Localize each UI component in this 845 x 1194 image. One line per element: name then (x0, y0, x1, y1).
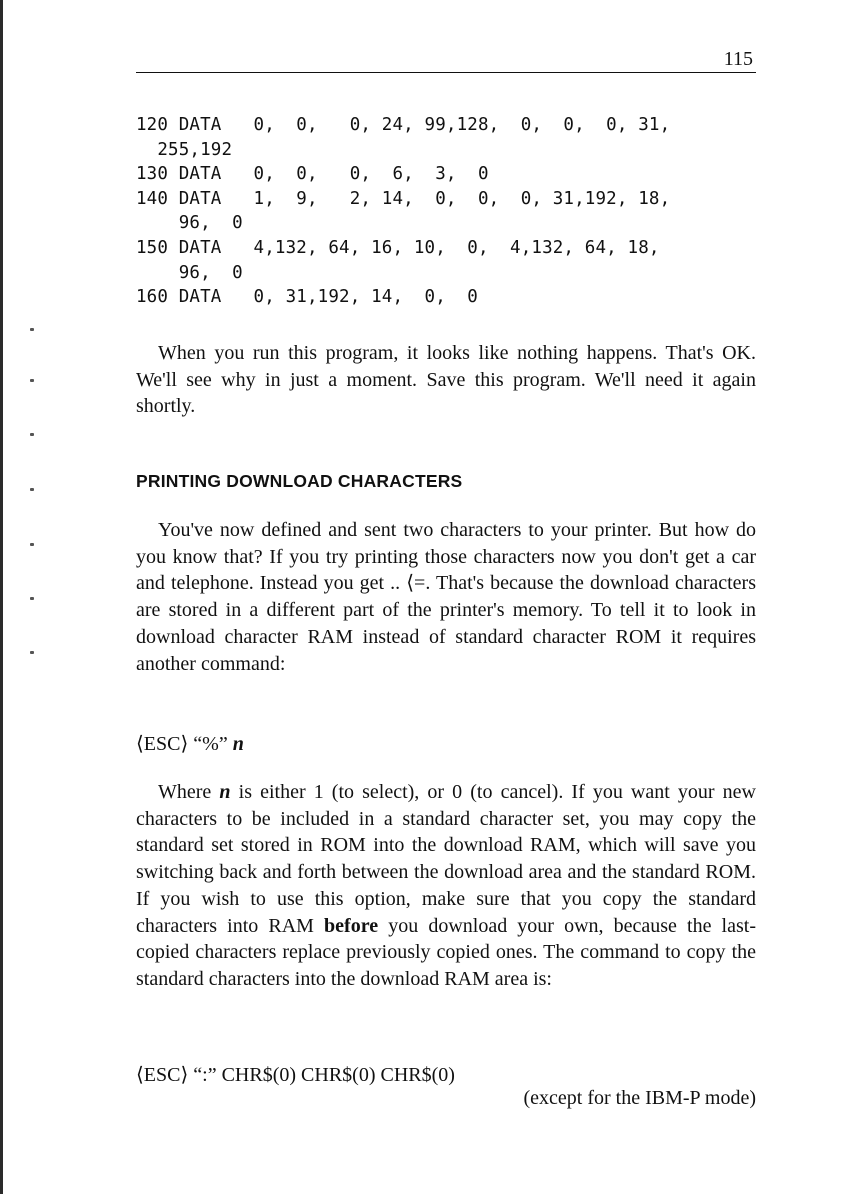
paragraph-copy-standard (136, 779, 756, 993)
paragraph-download-memory-text: You've now defined and sent two characters to your printer. But how do you know that? If you try printing those characters now you don't get a car and telephone. Instead you get .. ⟨=. That's because the download characters are stored in a different part of the printer's memory. To tell it to look in download character RAM instead of standard character ROM it requires another command: (136, 519, 756, 675)
command-copy-rom: ⟨ESC⟩ “:” CHR$(0) CHR$(0) CHR$(0) (136, 1064, 455, 1086)
command-select-download (136, 731, 244, 756)
paragraph-run-program-text: When you run this program, it looks like nothing happens. That's OK. We'll see why in just a moment. Save this program. We'll need it again shortly. (136, 342, 756, 418)
paragraph-copy-part1: Where (158, 781, 220, 803)
paragraph-copy-part2: is either 1 (to select), or 0 (to cancel). If you want your new characters to be included in a standard character set, you may copy the standard set stored in ROM into the download RAM, which will save you switching back and forth between the download area and the standard ROM. If you wish to use this option, make sure that you copy the standard characters into RAM (136, 781, 756, 937)
scan-speck (30, 651, 34, 654)
listing-line: 120 DATA 0, 0, 0, 24, 99,128, 0, 0, 0, 31, (136, 115, 671, 135)
listing-line: 130 DATA 0, 0, 0, 6, 3, 0 (136, 164, 489, 185)
paragraph-copy-variable: n (219, 781, 231, 803)
listing-line: 140 DATA 1, 9, 2, 14, 0, 0, 0, 31,192, 18, (136, 188, 671, 209)
scan-speck (30, 433, 34, 436)
page-binding-edge (0, 0, 3, 1194)
listing-line: 96, 0 (136, 213, 243, 234)
paragraph-copy-emphasis: before (324, 914, 379, 937)
scan-speck (30, 488, 34, 491)
paragraph-download-memory (136, 517, 756, 677)
basic-listing (136, 113, 670, 310)
scan-speck (30, 543, 34, 546)
paragraph-run-program (136, 340, 756, 420)
section-heading: PRINTING DOWNLOAD CHARACTERS (136, 471, 463, 491)
header-rule (136, 72, 756, 73)
command-select-variable: n (232, 733, 244, 755)
scan-speck (30, 379, 34, 382)
paragraph-copy-part3: you download your own, because the last-copied characters replace previously copied ones. The command to copy the standard characters into the download RAM area is: (136, 914, 756, 990)
command-select-prefix: ⟨ESC⟩ “%” (136, 733, 233, 755)
listing-line: 96, 0 (136, 262, 243, 283)
page-number: 115 (723, 48, 753, 70)
listing-line: 160 DATA 0, 31,192, 14, 0, 0 (136, 287, 478, 308)
scan-speck (30, 328, 34, 331)
listing-line: 255,192 (136, 139, 233, 160)
scan-speck (30, 597, 34, 600)
command-copy-note: (except for the IBM-P mode) (523, 1087, 756, 1109)
listing-line: 150 DATA 4,132, 64, 16, 10, 0, 4,132, 64, 18, (136, 237, 660, 258)
